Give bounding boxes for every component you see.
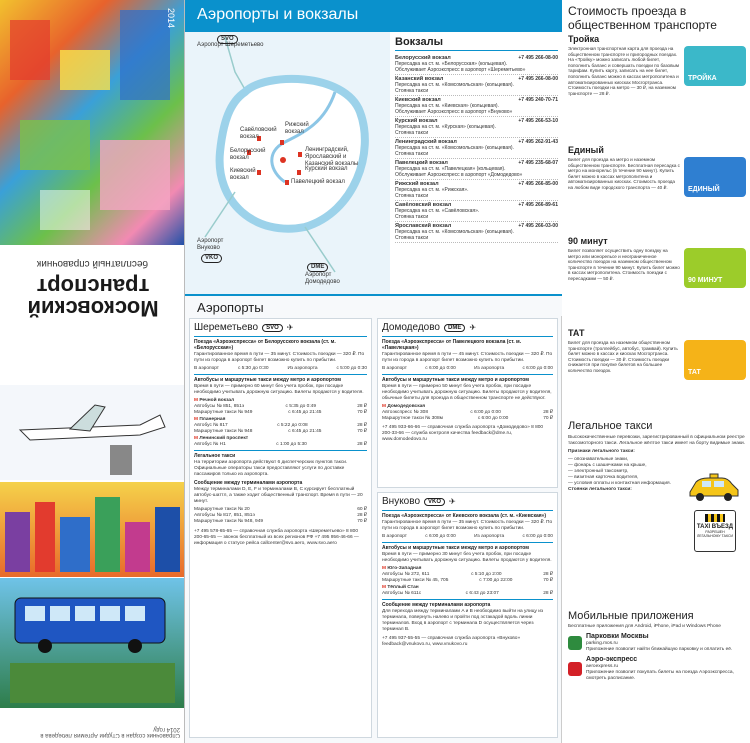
route-row: [382, 578, 553, 584]
ticket-text: Электронная транспортная карта для проезда на общественном транспорте и пригородных поездах. На «Тройку» можно записать любой билет, пополнить баланс и совершать поездки по базовым тарифам. Купить карту, записать на нее билет, пополнить баланс можно в кассах метрополитена и автоматизированных киосках Мосгортранса. Стоимость поездки на метро — 30 ₽, на наземном транспорте — 28 ₽.: [568, 46, 680, 96]
map-label-vnukovo: Аэропорт Внуково: [197, 238, 224, 251]
legal-signs-title: Признаки легального такси:: [568, 449, 635, 454]
metro-icon: М: [194, 398, 200, 403]
svo-shuttle: [194, 507, 367, 525]
app-title: Аэро-экспресс: [586, 656, 638, 663]
route-line: Автобус № Н1: [194, 442, 226, 447]
station-item: [395, 138, 558, 159]
route-row: [194, 429, 367, 435]
map-label-rizhsky: Рижский вокзал: [285, 122, 309, 135]
station-metro: Пересадка на ст. м. «Киевская» (кольцевая).: [395, 103, 499, 109]
metro-icon: М: [382, 404, 388, 409]
app-desc: Приложение позволит покупать билеты на поезда Аэроэкспресса, смотреть расписание.: [586, 670, 734, 681]
cover-title: Московский транспорт: [27, 274, 159, 321]
station-extra: Стоянка такси: [395, 235, 429, 241]
ticket-2: [568, 236, 746, 288]
ticket-3: [568, 328, 746, 380]
apps-list: [568, 633, 746, 682]
ticket-card: [684, 157, 746, 197]
route-time: с 6:00 до 0:00: [477, 416, 509, 421]
route-line: Автобус № 817: [194, 423, 228, 428]
station-name: Киевский вокзал: [395, 97, 441, 103]
legal-signs-list: [568, 457, 683, 487]
ticket-text: Билет для проезда на метро и наземном общественном транспорте. Бесплатная пересадка с метро на монорельс (в течение 90 минут). Купить билет можно в кассах метрополитена и автоматизированных киосках. Стоимость проезда на любом виде городского транспорта — 40 ₽.: [568, 157, 680, 190]
station-phone: +7 495 266-89-61: [518, 202, 558, 208]
route-price: 70 ₽: [357, 429, 367, 434]
app-info: [586, 633, 746, 653]
dme-routes: [382, 404, 553, 422]
legal-taxi-text: Высококачественные перевозки, зарегистрированный в официальном реестре таксомоторного такси. Легальное жёлтое такси имеет на борту видимые знаки.: [568, 435, 746, 446]
dme-time-value: с 6:00 до 0:00: [522, 366, 553, 371]
station-item: [395, 75, 558, 96]
shuttle-price: 70 ₽: [357, 519, 367, 524]
legal-sign-item: — условия оплаты и контактная информация.: [568, 481, 671, 486]
station-extra: Стоянка такси: [395, 193, 429, 199]
cover-credits: Справочник создан в Студии Артемия Лебедева в 2014 году: [40, 726, 180, 738]
fares-title: Стоимость проезда в общественном транспорте: [568, 4, 717, 32]
stations-list: [395, 54, 558, 243]
route-stop-name: Планерная: [199, 417, 226, 422]
ticket-text: Билет для проезда на наземном общественном транспорте (троллейбус, автобус, трамвай). Купить билет можно в кассах и киосках Мосгортранса. Стоимость поездки — 30 ₽. Стоимость поездки снижается при покупке билетов на большее количество поездок.: [568, 340, 678, 373]
route-stop-name: Ленинский проспект: [199, 436, 249, 441]
plane-icon: ✈: [286, 323, 294, 332]
vko-terminal-text: Для перехода между терминалами A и B необходимо выйти на улицу из терминала, повернуть налево и пройти под эстакадой вдоль линии терминалов. Вход в аэропорт с терминала D осуществляется через терминал B.: [382, 609, 544, 632]
legal-taxi-title: Легальное такси: [568, 420, 653, 432]
map-label-savelovsky: Савёловский вокзал: [240, 127, 277, 140]
station-extra: Обслуживает Аэроэкспресс в аэропорт «Шереметьево»: [395, 67, 526, 73]
station-item: [395, 117, 558, 138]
route-row: [194, 410, 367, 416]
ticket-name: Единый: [568, 145, 604, 155]
route-time: с 1:00 до 5:30: [276, 442, 307, 447]
vko-badge: VKO: [201, 254, 222, 263]
stations-section: [390, 32, 562, 294]
route-stop-name: Домодедовская: [387, 404, 426, 409]
route-price: 28 ₽: [357, 423, 367, 428]
cover-footer: [0, 710, 185, 743]
station-phone: +7 495 266-03-00: [518, 223, 558, 229]
stations-title: Вокзалы: [395, 36, 558, 51]
route-line: Маршрутные такси № 948: [194, 429, 253, 434]
route-price: 70 ₽: [357, 410, 367, 415]
legal-sign-item: — визитная карточка водителя,: [568, 475, 639, 480]
ticket-body: [568, 248, 746, 288]
cover-artwork-top: [0, 0, 185, 245]
plane-drawing: [0, 385, 185, 480]
shuttle-price: 60 ₽: [357, 507, 367, 512]
station-name: Павелецкий вокзал: [395, 160, 448, 166]
metro-icon: М: [382, 566, 388, 571]
city-drawing: [0, 482, 185, 577]
route-time: с 7:00 до 22:00: [479, 578, 513, 583]
station-phone: +7 495 266-08-00: [518, 55, 558, 61]
taxi-car-icon: [686, 470, 742, 504]
ticket-body: [568, 157, 746, 197]
route-line: Маршрутное такси № 308м: [382, 416, 443, 421]
vko-time-value: с 6:00 до 0:00: [425, 534, 456, 539]
legal-sign-item: — опознавательные знаки,: [568, 457, 629, 462]
airports-header: [185, 294, 562, 316]
map-label-belorussky: Белорусский вокзал: [230, 148, 266, 161]
route-price: 28 ₽: [357, 404, 367, 409]
route-line: Автобусы № 611с: [382, 591, 422, 596]
station-extra: Обслуживает Аэроэкспресс в аэропорт «Домодедово»: [395, 172, 523, 178]
bus-drawing: [0, 578, 185, 708]
station-phone: +7 495 266-08-00: [518, 76, 558, 82]
route-stop-name: Юго-Западная: [387, 566, 422, 571]
station-phone: +7 495 266-53-10: [518, 118, 558, 124]
station-item: [395, 222, 558, 243]
route-line: Маршрутные такси № 45, 705: [382, 578, 449, 583]
vko-bus-text: Время в пути — примерно 30 минут без учета пробок, при посадке необходимо учитывать дорожную ситуацию. Билеты продаются у водителя.: [382, 552, 552, 563]
ticket-card-label: 90 МИНУТ: [688, 277, 723, 284]
plane-icon: ✈: [469, 323, 477, 332]
app-icon: [568, 662, 582, 676]
route-line: Автобусы № 851, 851э: [194, 404, 245, 409]
header-bar: [185, 0, 562, 32]
route-price: 70 ₽: [543, 416, 553, 421]
plane-icon: [0, 385, 185, 480]
svo-code-badge: SVO: [262, 324, 283, 332]
route-line: Маршрутные такси № 949: [194, 410, 253, 415]
station-item: [395, 96, 558, 117]
cover-year: 2014: [166, 8, 176, 29]
checkers-icon: [705, 514, 725, 522]
ticket-body: [568, 46, 746, 96]
station-name: Ленинградский вокзал: [395, 139, 457, 145]
station-extra: Обслуживает Аэроэкспресс в аэропорт «Внуково»: [395, 109, 513, 115]
route-row: [194, 442, 367, 448]
svo-time-value: с 5:30 до 0:30: [237, 366, 269, 371]
dme-time-label: Из аэропорта: [474, 366, 505, 371]
route-price: 70 ₽: [543, 578, 553, 583]
svo-bus-text: Время в пути — примерно 60 минут без учета пробок, при посадке необходимо учитывать дорожную ситуацию. Билеты продаются у водителя.: [194, 384, 364, 395]
route-price: 28 ₽: [543, 410, 553, 415]
ticket-1: [568, 145, 746, 197]
station-item: [395, 201, 558, 222]
dme-badge: DME: [307, 263, 328, 272]
route-time: с 6:45 до 21:45: [288, 429, 322, 434]
station-item: [395, 180, 558, 201]
map-label-kievsky: Киевский вокзал: [230, 168, 256, 181]
svo-time-label: В аэропорт: [194, 366, 220, 371]
app-1[interactable]: [568, 656, 746, 682]
svo-footer: +7 495 578-65-65 — справочная служба аэропорта «Шереметьево» 8 800 200-65-65 — звонок бесплатный из всех регионов РФ +7 495 956-46-66 — информация о статусе рейса callcenter@svo.aero, www.svo.aero: [194, 529, 359, 546]
dme-footer: +7 495 933-66-66 — справочная служба аэропорта «Домодедово» 8 800 200-33-66 — служба контроля качества feedback@dme.ru, www.domodedovo.ru: [382, 425, 544, 442]
dme-bus-text: Время в пути — примерно 50 минут без учета пробок, при посадке необходимо учитывать дорожную ситуацию. Билеты продаются у водителя, обычные билеты для проезда в общественном транспорте не действуют.: [382, 384, 552, 401]
app-info: [586, 656, 746, 682]
app-icon: [568, 636, 582, 650]
domodedovo-block: [377, 318, 558, 488]
domodedovo-name: Домодедово: [382, 322, 440, 333]
dme-time-value: с 6:00 до 0:00: [425, 366, 456, 371]
vko-footer: +7 495 937-55-55 — справочная служба аэропорта «Внуково» feedback@vnukovo.ru, www.vnukovo.ru: [382, 636, 521, 647]
vko-time-label: В аэропорт: [382, 534, 408, 539]
mobile-title: Мобильные приложения: [568, 610, 694, 622]
shuttle-price: 28 ₽: [357, 513, 367, 518]
route-row: [382, 591, 553, 597]
shuttle-line: Маршрутные такси № 948, 949: [194, 519, 264, 524]
station-metro: Пересадка на ст. м. «Комсомольская» (кольцевая).: [395, 145, 514, 151]
station-metro: Пересадка на ст. м. «Белорусская» (кольцевая).: [395, 61, 508, 67]
station-name: Белорусский вокзал: [395, 55, 451, 61]
page-title: Аэропорты и вокзалы: [197, 6, 359, 23]
route-time: с 6:43 до 23:07: [465, 591, 499, 596]
station-item: [395, 159, 558, 180]
shuttle-line: Маршрутные такси № 20: [194, 507, 250, 512]
route-time: с 5:22 до 0:08: [277, 423, 308, 428]
station-name: Рижский вокзал: [395, 181, 439, 187]
vnukovo-block: [377, 492, 558, 738]
vko-time-value: с 6:00 до 0:00: [522, 534, 553, 539]
airports-title: Аэропорты: [197, 300, 264, 315]
route-stop-name: Тёплый Стан: [387, 585, 419, 590]
svo-time-label: Из аэропорта: [287, 366, 318, 371]
station-phone: +7 495 235-68-07: [518, 160, 558, 166]
route-time: с 5:10 до 2:00: [471, 572, 502, 577]
metro-icon: М: [194, 436, 200, 441]
dme-express-text: Гарантированное время в пути — 45 минут. Стоимость поездки — 320 ₽. По пути из города в аэропорт билет возможно купить по прибытии.: [382, 352, 553, 363]
route-time: с 5:35 до 0:49: [285, 404, 317, 409]
route-line: Автоэкспресс № 308: [382, 410, 428, 415]
cover-subtitle: бесплатный справочник: [36, 258, 149, 269]
svo-terminal-title: Сообщение между терминалами аэропорта: [194, 480, 303, 486]
ticket-card: [684, 46, 746, 86]
vko-express-text: Гарантированное время в пути — 35 минут. Стоимость поездки — 320 ₽. По пути из города в аэропорт билет возможно купить по прибытии.: [382, 520, 553, 531]
shuttle-line: Автобусы № 817, 851, 851э: [194, 513, 255, 518]
vko-time-label: Из аэропорта: [474, 534, 505, 539]
ticket-name: 90 минут: [568, 236, 608, 246]
app-0[interactable]: [568, 633, 746, 653]
station-phone: +7 495 262-91-43: [518, 139, 558, 145]
dme-bus-title: Автобусы и маршрутные такси между метро и аэропортом: [382, 377, 529, 383]
ticket-body: [568, 340, 746, 380]
map-label-paveletsky: Павелецкий вокзал: [291, 179, 345, 185]
sheremetyevo-name: Шереметьево: [194, 322, 259, 333]
svo-time-value: с 5:00 до 0:30: [336, 366, 367, 371]
ticket-card-label: ТРОЙКА: [688, 75, 717, 82]
station-name: Савёловский вокзал: [395, 202, 452, 208]
station-name: Казанский вокзал: [395, 76, 444, 82]
app-title: Парковки Москвы: [586, 633, 649, 640]
map-label-three-stations: Ленинградский, Ярославский и Казанский вокзалы: [305, 147, 359, 167]
shuttle-row: [194, 519, 367, 525]
route-price: 28 ₽: [543, 591, 553, 596]
legal-stands: Стоянки легального такси:: [568, 487, 632, 492]
taxi-sign-text: TAXI ВЪЕЗД: [696, 524, 734, 530]
route-price: 28 ₽: [357, 442, 367, 447]
vko-terminal-title: Сообщение между терминалами аэропорта: [382, 602, 491, 608]
vko-code-badge: VKO: [424, 498, 445, 506]
dme-code-badge: DME: [444, 324, 465, 332]
station-extra: Стоянка такси: [395, 88, 429, 94]
route-price: 28 ₽: [543, 572, 553, 577]
legal-sign-item: — электронный таксометр,: [568, 469, 629, 474]
station-phone: +7 495 240-70-71: [518, 97, 558, 103]
taxi-sign-sub: РАЗРЕШЕН ЛЕГАЛЬНОМУ ТАКСИ: [696, 530, 734, 538]
svo-express-title: Поезда «Аэроэкспресса» от Белорусского вокзала (ст. м. «Белорусская»): [194, 339, 336, 351]
app-desc: Приложение позволит найти ближайшую парковку и оплатить её.: [586, 647, 733, 652]
svo-terminal-text: Между терминалами D, E, F и терминалами B, C курсирует бесплатный автобус-шаттл, а также ходит общественный транспорт. Время в пути — 20 минут.: [194, 487, 363, 504]
route-time: с 6:00 до 0:00: [470, 410, 501, 415]
dme-time-label: В аэропорт: [382, 366, 408, 371]
station-extra: Стоянка такси: [395, 130, 429, 136]
ticket-card: [684, 340, 746, 380]
legal-sign-item: — фонарь с шашечками на крыше,: [568, 463, 647, 468]
station-extra: Стоянка такси: [395, 151, 429, 157]
map-label-sheremetyevo: Аэропорт Шереметьево: [197, 42, 264, 48]
mobile-apps-section: [568, 610, 746, 682]
route-stop-name: Речной вокзал: [199, 398, 235, 403]
station-metro: Пересадка на ст. м. «Павелецкая» (кольцевая).: [395, 166, 506, 172]
svo-taxi-title: Легальное такси: [194, 453, 236, 459]
vko-express-title: Поезда «Аэроэкспресса» от Киевского вокзала (ст. м. «Киевская»): [382, 513, 547, 519]
dme-express-title: Поезда «Аэроэкспресса» от Павелецкого вокзала (ст. м. «Павелецкая»): [382, 339, 522, 351]
app-url[interactable]: aeroexpress.ru: [586, 664, 618, 669]
station-metro: Пересадка на ст. м. «Курская» (кольцевая).: [395, 124, 496, 130]
station-metro: Пересадка на ст. м. «Комсомольская» (кольцевая).: [395, 82, 514, 88]
ticket-0: [568, 34, 746, 96]
vnukovo-name: Внуково: [382, 496, 421, 507]
ticket-text: Билет позволяет осуществить одну поездку на метро или монорельсе и неограниченное количество поездок на наземном общественном транспорте в течение 90 минут. Купить билет можно в кассах метрополитена. Стоимость поездки с пересадками — 50 ₽.: [568, 248, 680, 281]
ticket-card-label: ЕДИНЫЙ: [688, 186, 720, 193]
svo-routes: [194, 398, 367, 448]
app-url[interactable]: parking.mos.ru: [586, 641, 618, 646]
taxi-sign: [694, 510, 736, 552]
route-line: Автобусы № 272, 611: [382, 572, 430, 577]
station-metro: Пересадка на ст. м. «Рижская».: [395, 187, 469, 193]
route-row: [382, 416, 553, 422]
station-name: Ярославский вокзал: [395, 223, 452, 229]
metro-icon: М: [194, 417, 200, 422]
bus-icon: [0, 578, 185, 708]
fares-column: [562, 0, 750, 743]
svo-bus-title: Автобусы и маршрутные такси между метро и аэропортом: [194, 377, 341, 383]
ticket-name: ТАТ: [568, 328, 585, 338]
main-column: [185, 0, 562, 743]
svo-express-text: Гарантированное время в пути — 35 минут. Стоимость поездки — 320 ₽. По пути из города в аэропорт билет возможно купить по прибытии.: [194, 352, 365, 363]
ticket-card-label: ТАТ: [688, 369, 701, 376]
station-phone: +7 495 266-85-00: [518, 181, 558, 187]
svo-badge: SVO: [217, 35, 238, 44]
ticket-name: Тройка: [568, 34, 600, 44]
station-item: [395, 54, 558, 75]
moscow-map: [185, 32, 390, 294]
station-name: Курский вокзал: [395, 118, 438, 124]
vko-bus-title: Автобусы и маршрутные такси между метро и аэропортом: [382, 545, 529, 551]
sheremetyevo-block: [189, 318, 372, 738]
cover-column: [0, 0, 185, 743]
station-extra: Стоянка такси: [395, 214, 429, 220]
vko-routes: [382, 566, 553, 597]
svo-taxi-text: На территории аэропорта действуют 6 диспетчерских пунктов такси. Официальные операторы такси предоставляют услуги по доставке пассажиров только из аэропорта.: [194, 460, 348, 477]
route-time: с 6:45 до 21:45: [288, 410, 322, 415]
station-metro: Пересадка на ст. м. «Савёловская».: [395, 208, 480, 214]
mobile-intro: Бесплатные приложения для Android, iPhone, iPad и Windows Phone: [568, 624, 721, 629]
metro-icon: М: [382, 585, 388, 590]
map-label-kursky: Курский вокзал: [305, 166, 348, 172]
map-label-domodedovo: Аэропорт Домодедово: [305, 272, 340, 285]
plane-icon: ✈: [449, 497, 456, 506]
ticket-card: [684, 248, 746, 288]
station-metro: Пересадка на ст. м. «Комсомольская» (кольцевая).: [395, 229, 514, 235]
